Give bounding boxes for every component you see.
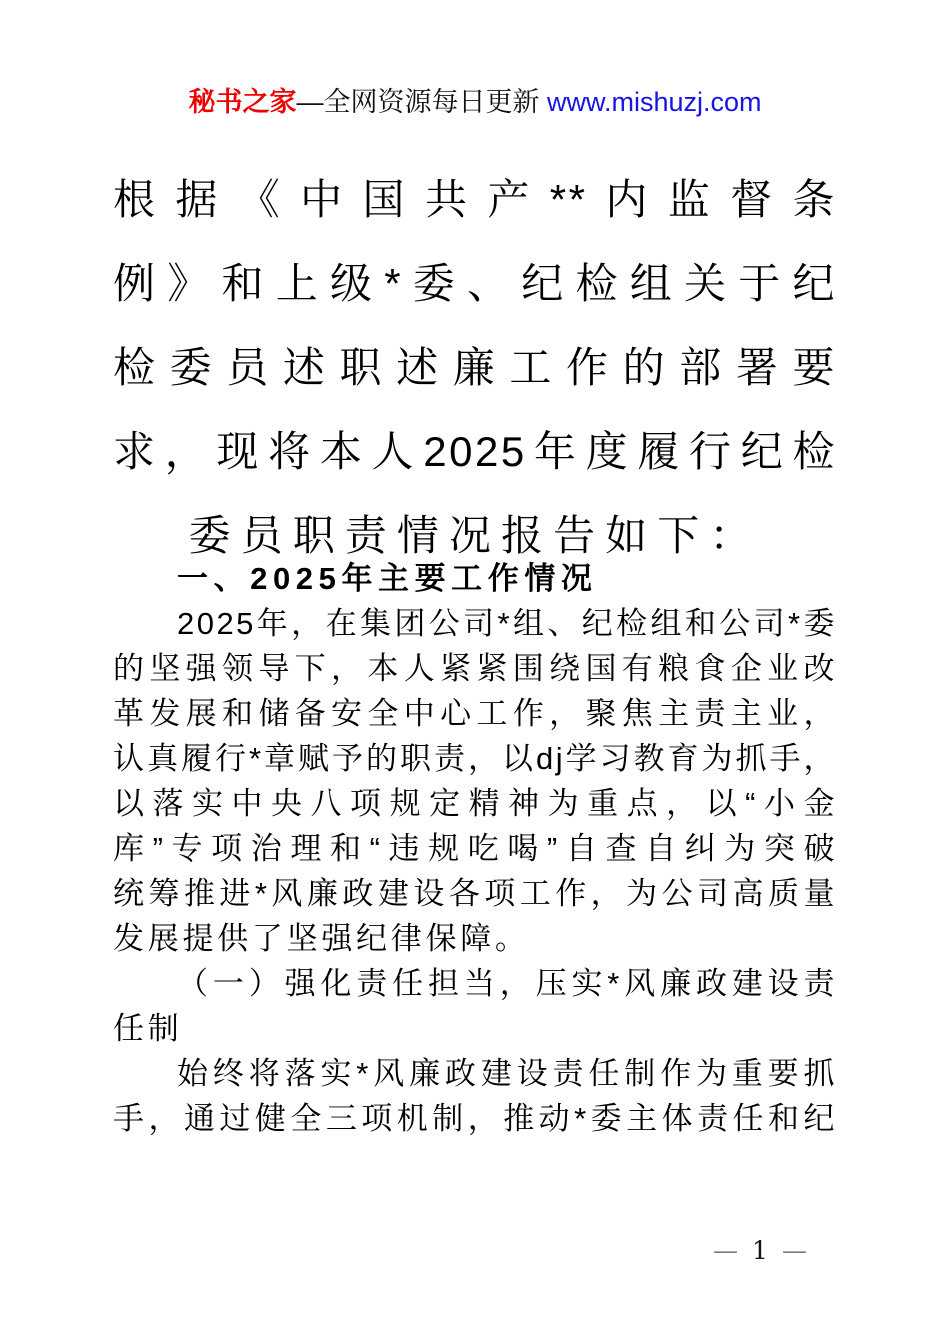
body-line: 库”专项治理和“违规吃喝”自查自纠为突破 <box>113 831 837 866</box>
subsection-heading-wrap: 任制 <box>113 1011 183 1046</box>
page-number-left-dash: — <box>713 1236 739 1265</box>
page-number <box>700 1236 820 1266</box>
body-line: 2025年，在集团公司*组、纪检组和公司*委 <box>177 606 837 641</box>
section-heading: 一、2025年主要工作情况 <box>177 561 598 596</box>
body-line: 以落实中央八项规定精神为重点，以“小金 <box>113 786 837 821</box>
body-line: 革发展和储备安全中心工作，聚焦主责主业， <box>113 696 837 731</box>
document-body <box>113 556 837 1141</box>
title-line: 检委员述职述廉工作的部署要 <box>113 344 837 391</box>
body-line: 认真履行*章赋予的职责，以dj学习教育为抓手， <box>113 741 837 776</box>
site-tagline: —全网资源每日更新 <box>296 87 547 117</box>
page-number-right-dash: — <box>781 1236 807 1265</box>
body-line: 手，通过健全三项机制，推动*委主体责任和纪 <box>113 1101 837 1136</box>
document-title <box>113 158 837 578</box>
site-url-link[interactable]: www.mishuzj.com <box>546 87 762 117</box>
site-brand-name: 秘书之家 <box>188 87 297 117</box>
site-watermark-header <box>0 82 950 122</box>
title-line: 例》和上级*委、纪检组关于纪 <box>113 260 837 307</box>
page-number-value: 1 <box>752 1236 768 1265</box>
body-line: 统筹推进*风廉政建设各项工作，为公司高质量 <box>113 876 837 911</box>
body-line: 发展提供了坚强纪律保障。 <box>113 921 530 956</box>
body-line: 始终将落实*风廉政建设责任制作为重要抓 <box>177 1056 837 1091</box>
subsection-heading: （一）强化责任担当，压实*风廉政建设责 <box>177 966 837 1001</box>
title-line: 委员职责情况报告如下： <box>188 512 762 559</box>
title-line: 根据《中国共产**内监督条 <box>113 176 837 223</box>
body-line: 的坚强领导下，本人紧紧围绕国有粮食企业改 <box>113 651 837 686</box>
title-line: 求，现将本人2025年度履行纪检 <box>113 428 837 475</box>
